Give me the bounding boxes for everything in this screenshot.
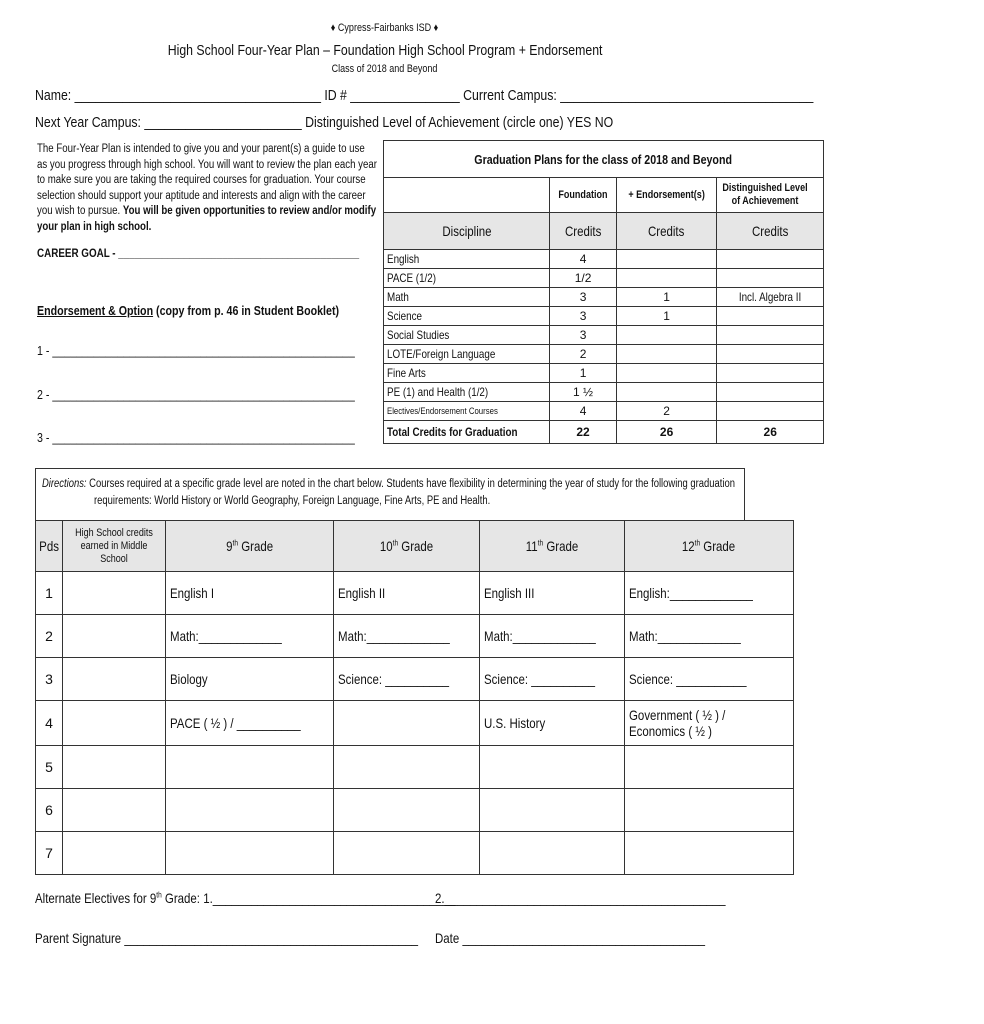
endorsement-credits xyxy=(617,250,717,269)
course-cell-g9[interactable] xyxy=(166,832,334,875)
credits-header-endorsement: Credits xyxy=(617,213,717,250)
course-cell-g10[interactable]: English II xyxy=(334,572,479,615)
course-cell-g9[interactable]: English I xyxy=(166,572,334,615)
distinguished-credits xyxy=(717,364,824,383)
credits-header-distinguished: Credits xyxy=(717,213,824,250)
directions-label: Directions: xyxy=(42,478,87,490)
foundation-credits: 3 xyxy=(550,288,617,307)
career-goal-field[interactable]: CAREER GOAL - ____________________________________________ xyxy=(37,246,360,260)
foundation-credits: 3 xyxy=(550,307,617,326)
middle-school-credit-cell[interactable] xyxy=(63,701,166,746)
middle-school-credit-cell[interactable] xyxy=(63,832,166,875)
endorsement-credits: 1 xyxy=(617,288,717,307)
grade-12-header: 12th Grade xyxy=(624,521,793,572)
alternate-electives-2[interactable]: 2.____________________________________________ xyxy=(435,890,726,906)
middle-school-credit-cell[interactable] xyxy=(63,615,166,658)
endorsement-credits xyxy=(617,364,717,383)
instructions-bold-text: You will be given opportunities to review and/or modify your plan in high school. xyxy=(37,205,377,233)
period-number: 4 xyxy=(36,701,63,746)
alternate-electives-1[interactable]: Alternate Electives for 9th Grade: 1.______________________________________ xyxy=(35,890,456,906)
foundation-credits: 4 xyxy=(550,250,617,269)
plan-instructions xyxy=(37,142,377,235)
col-distinguished: Distinguished Level of Achievement xyxy=(717,178,824,213)
foundation-credits: 1/2 xyxy=(550,269,617,288)
course-cell-g12[interactable]: Math:_____________ xyxy=(624,615,793,658)
endorsement-credits xyxy=(617,345,717,364)
distinguished-credits xyxy=(717,269,824,288)
endorsement-credits xyxy=(617,269,717,288)
endorsement-line-3[interactable]: 3 - ___________________________________________________ xyxy=(37,430,355,445)
middle-school-credit-cell[interactable] xyxy=(63,572,166,615)
date-field[interactable]: Date ______________________________________ xyxy=(435,930,706,946)
course-cell-g10[interactable] xyxy=(334,701,479,746)
endorsement-credits xyxy=(617,326,717,345)
foundation-credits: 3 xyxy=(550,326,617,345)
course-cell-g12[interactable] xyxy=(624,832,793,875)
parent-signature-field[interactable]: Parent Signature ______________________________________________ xyxy=(35,930,419,946)
discipline-cell: Math xyxy=(384,288,550,307)
course-cell-g11[interactable] xyxy=(479,789,624,832)
four-year-schedule-table xyxy=(35,520,794,875)
grade-9-header: 9th Grade xyxy=(166,521,334,572)
course-cell-g11[interactable]: Science: __________ xyxy=(479,658,624,701)
course-cell-g11[interactable]: English III xyxy=(479,572,624,615)
graduation-row xyxy=(384,326,824,345)
name-id-campus-line[interactable]: Name: ____________________________________ ID # ________________ Current Campus: _____________________________________ xyxy=(35,87,814,104)
endorsement-line-1[interactable]: 1 - ___________________________________________________ xyxy=(37,343,355,358)
period-number: 3 xyxy=(36,658,63,701)
schedule-row xyxy=(36,746,794,789)
course-cell-g9[interactable] xyxy=(166,789,334,832)
course-cell-g12[interactable]: Government ( ½ ) / Economics ( ½ ) xyxy=(624,701,793,746)
endorsement-heading: Endorsement & Option (copy from p. 46 in Student Booklet) xyxy=(37,303,340,318)
discipline-cell: Social Studies xyxy=(384,326,550,345)
discipline-cell: Electives/Endorsement Courses xyxy=(384,402,550,421)
grade-11-header: 11th Grade xyxy=(479,521,624,572)
graduation-row xyxy=(384,364,824,383)
schedule-row xyxy=(36,615,794,658)
col-endorsement: + Endorsement(s) xyxy=(617,178,717,213)
course-cell-g10[interactable]: Math:_____________ xyxy=(334,615,479,658)
graduation-row xyxy=(384,383,824,402)
distinguished-credits xyxy=(717,250,824,269)
graduation-row xyxy=(384,269,824,288)
course-cell-g11[interactable]: Math:_____________ xyxy=(479,615,624,658)
graduation-plans-table xyxy=(383,140,824,444)
graduation-row xyxy=(384,250,824,269)
middle-school-credit-cell[interactable] xyxy=(63,746,166,789)
discipline-cell: English xyxy=(384,250,550,269)
period-number: 7 xyxy=(36,832,63,875)
course-cell-g10[interactable]: Science: __________ xyxy=(334,658,479,701)
directions-text-1: Courses required at a specific grade level are noted in the chart below. Students have flexibility in determining the year of study for the following graduation xyxy=(86,478,735,490)
directions-text-2: requirements: World History or World Geography, Foreign Language, Fine Arts, PE and Health. xyxy=(94,495,491,507)
distinguished-credits: Incl. Algebra II xyxy=(717,288,824,307)
distinguished-credits xyxy=(717,383,824,402)
graduation-row xyxy=(384,345,824,364)
course-cell-g11[interactable]: U.S. History xyxy=(479,701,624,746)
graduation-row xyxy=(384,307,824,326)
middle-school-credits-header: High School credits earned in Middle School xyxy=(63,521,166,572)
course-cell-g9[interactable]: Biology xyxy=(166,658,334,701)
distinguished-credits xyxy=(717,345,824,364)
course-cell-g9[interactable]: Math:_____________ xyxy=(166,615,334,658)
total-foundation: 22 xyxy=(550,421,617,444)
endorsement-credits: 2 xyxy=(617,402,717,421)
distinguished-credits xyxy=(717,307,824,326)
course-cell-g10[interactable] xyxy=(334,789,479,832)
col-foundation: Foundation xyxy=(550,178,617,213)
foundation-credits: 1 ½ xyxy=(550,383,617,402)
middle-school-credit-cell[interactable] xyxy=(63,789,166,832)
course-cell-g11[interactable] xyxy=(479,832,624,875)
total-credits-label: Total Credits for Graduation xyxy=(384,421,550,444)
period-number: 1 xyxy=(36,572,63,615)
discipline-cell: PACE (1/2) xyxy=(384,269,550,288)
schedule-row xyxy=(36,832,794,875)
foundation-credits: 1 xyxy=(550,364,617,383)
endorsement-credits xyxy=(617,383,717,402)
distinguished-credits xyxy=(717,402,824,421)
foundation-credits: 4 xyxy=(550,402,617,421)
discipline-header: Discipline xyxy=(384,213,550,250)
course-cell-g12[interactable]: English:_____________ xyxy=(624,572,793,615)
discipline-cell: PE (1) and Health (1/2) xyxy=(384,383,550,402)
period-number: 6 xyxy=(36,789,63,832)
document-subtitle: Class of 2018 and Beyond xyxy=(332,63,438,75)
foundation-credits: 2 xyxy=(550,345,617,364)
graduation-row xyxy=(384,288,824,307)
period-number: 2 xyxy=(36,615,63,658)
course-cell-g9[interactable] xyxy=(166,746,334,789)
period-number: 5 xyxy=(36,746,63,789)
schedule-row xyxy=(36,658,794,701)
graduation-table-title: Graduation Plans for the class of 2018 and Beyond xyxy=(384,141,824,178)
next-campus-line[interactable]: Next Year Campus: _______________________ Distinguished Level of Achievement (circle one) YES NO xyxy=(35,114,614,131)
course-cell-g10[interactable] xyxy=(334,832,479,875)
course-cell-g9[interactable]: PACE ( ½ ) / __________ xyxy=(166,701,334,746)
schedule-row xyxy=(36,701,794,746)
discipline-cell: LOTE/Foreign Language xyxy=(384,345,550,364)
directions-box xyxy=(35,468,745,521)
discipline-cell: Science xyxy=(384,307,550,326)
discipline-cell: Fine Arts xyxy=(384,364,550,383)
course-cell-g10[interactable] xyxy=(334,746,479,789)
total-endorsement: 26 xyxy=(617,421,717,444)
course-cell-g12[interactable] xyxy=(624,746,793,789)
schedule-row xyxy=(36,572,794,615)
credits-header-foundation: Credits xyxy=(550,213,617,250)
periods-header: Pds xyxy=(36,521,63,572)
grade-10-header: 10th Grade xyxy=(334,521,479,572)
course-cell-g12[interactable]: Science: ___________ xyxy=(624,658,793,701)
course-cell-g11[interactable] xyxy=(479,746,624,789)
course-cell-g12[interactable] xyxy=(624,789,793,832)
total-distinguished: 26 xyxy=(717,421,824,444)
graduation-row xyxy=(384,402,824,421)
endorsement-line-2[interactable]: 2 - ___________________________________________________ xyxy=(37,387,355,402)
schedule-row xyxy=(36,789,794,832)
instructions-text: The Four-Year Plan is intended to give you and your parent(s) a guide to use as you progress through high school. You will want to review the plan each year to make sure you are taking the required courses for graduation. Your course selection should support your aptitude and interests and align with the career you wish to pursue. xyxy=(37,143,377,217)
district-header: ♦ Cypress-Fairbanks ISD ♦ xyxy=(331,22,439,34)
document-title: High School Four-Year Plan – Foundation High School Program + Endorsement xyxy=(167,42,603,59)
distinguished-credits xyxy=(717,326,824,345)
endorsement-credits: 1 xyxy=(617,307,717,326)
middle-school-credit-cell[interactable] xyxy=(63,658,166,701)
